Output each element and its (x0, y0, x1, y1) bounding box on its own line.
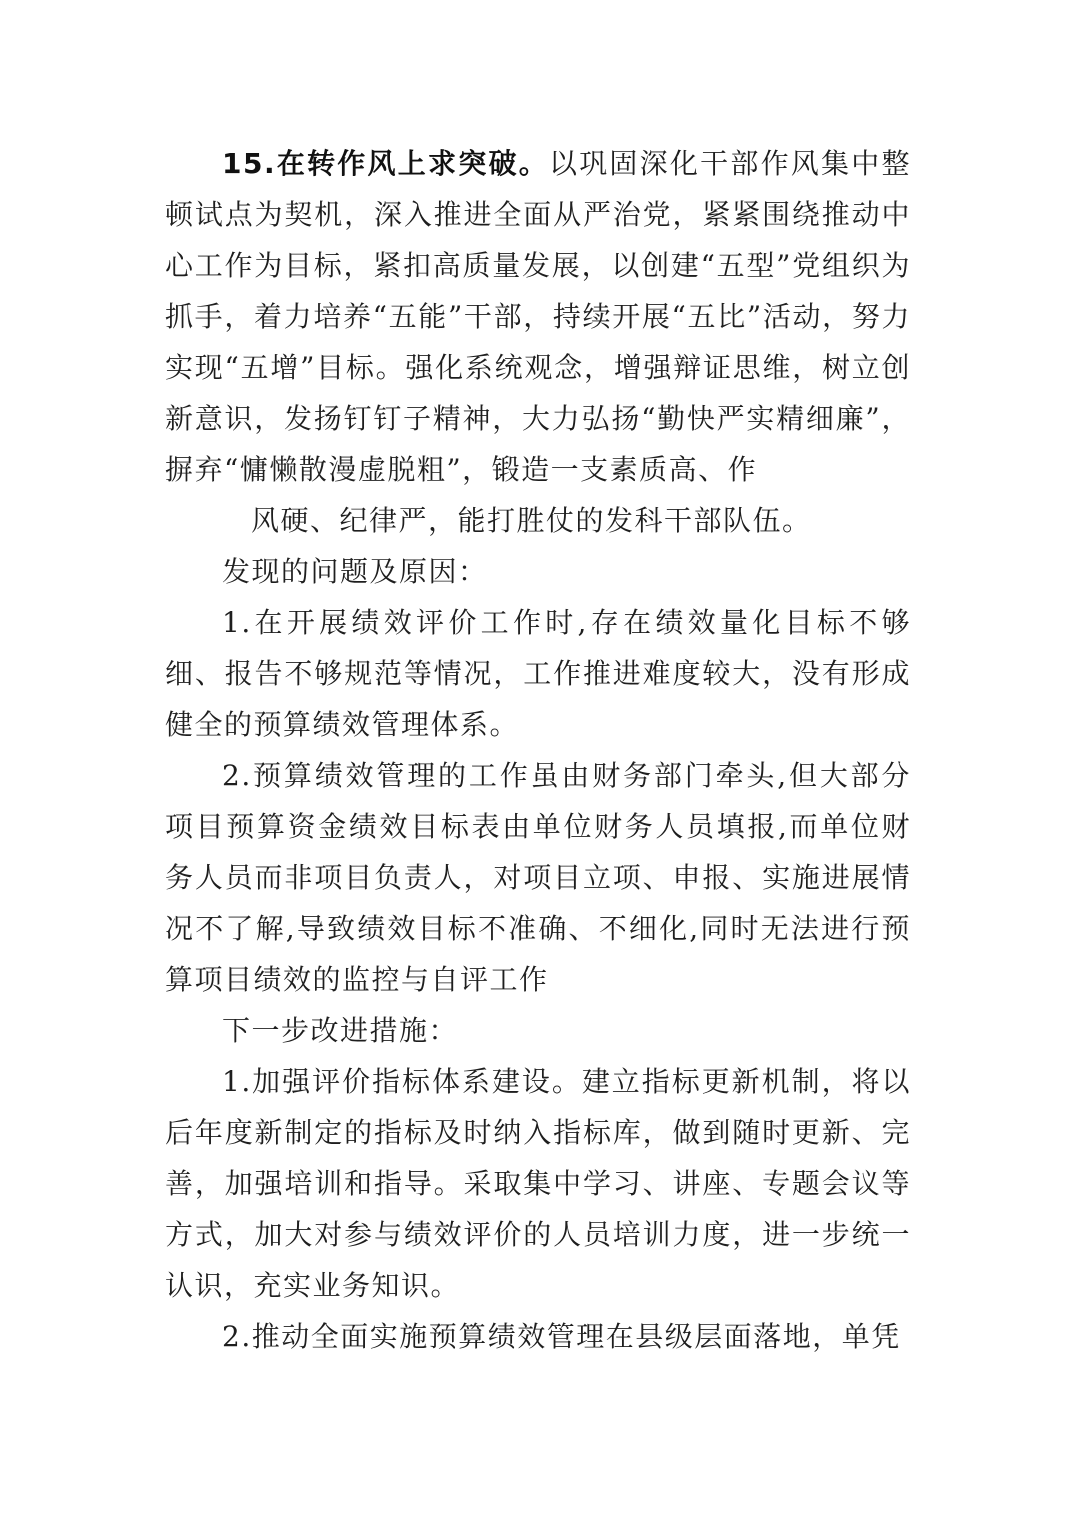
measure-item-2: 2.推动全面实施预算绩效管理在县级层面落地，单凭 (222, 1320, 901, 1353)
document-body (165, 138, 911, 1362)
paragraph-work-style (165, 138, 911, 495)
problems-heading: 发现的问题及原因： (222, 555, 488, 588)
paragraph-work-style-text: 以巩固深化干部作风集中整顿试点为契机，深入推进全面从严治党，紧紧围绕推动中心工作为目标，紧扣高质量发展，以创建“五型”党组织为抓手，着力培养“五能”干部，持续开展“五比”活动，努力实现“五增”目标。强化系统观念，增强辩证思维，树立创新意识，发扬钉钉子精神，大力弘扬“勤快严实精细廉”，摒弃“慵懒散漫虚脱粗”，锻造一支素质高、作 (165, 147, 911, 486)
paragraph-work-style-continuation: 风硬、纪律严，能打胜仗的发科干部队伍。 (251, 504, 812, 537)
problem-item-2: 2.预算绩效管理的工作虽由财务部门牵头,但大部分项目预算资金绩效目标表由单位财务人员填报,而单位财务人员而非项目负责人，对项目立项、申报、实施进展情况不了解,导致绩效目标不准确、不细化,同时无法进行预算项目绩效的监控与自评工作 (165, 759, 911, 996)
problem-item-1: 1.在开展绩效评价工作时,存在绩效量化目标不够细、报告不够规范等情况，工作推进难度较大，没有形成健全的预算绩效管理体系。 (165, 606, 911, 741)
measure-item-1: 1.加强评价指标体系建设。建立指标更新机制，将以后年度新制定的指标及时纳入指标库，做到随时更新、完善，加强培训和指导。采取集中学习、讲座、专题会议等方式，加大对参与绩效评价的人员培训力度，进一步统一认识，充实业务知识。 (165, 1065, 911, 1302)
paragraph-lead-heading: 15.在转作风上求突破。 (222, 147, 549, 180)
measures-heading: 下一步改进措施： (222, 1014, 459, 1047)
